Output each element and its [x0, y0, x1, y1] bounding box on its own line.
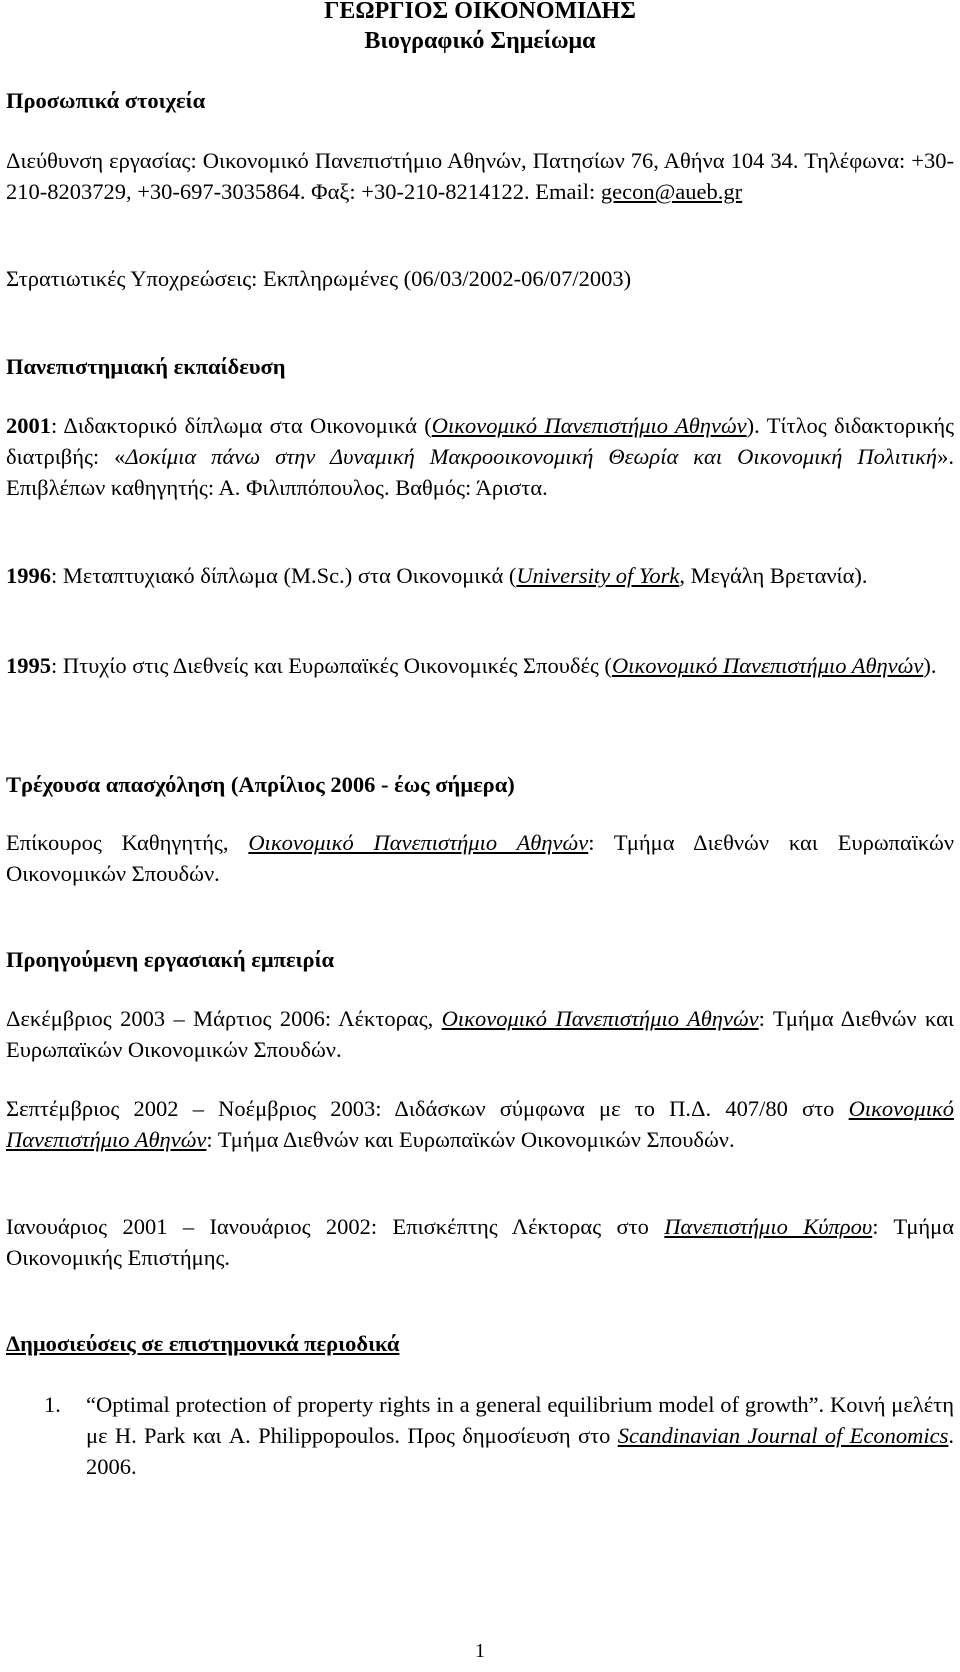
publication-number: 1.: [44, 1392, 61, 1417]
cv-name-title: ΓΕΩΡΓΙΟΣ ΟΙΚΟΝΟΜΙΔΗΣ: [324, 0, 636, 24]
previous-item-1: [6, 1003, 954, 1065]
cv-subtitle: Βιογραφικό Σημείωμα: [364, 28, 596, 54]
current-employment-heading: Τρέχουσα απασχόληση (Απρίλιος 2006 - έως σήμερα): [6, 772, 515, 797]
address-text: Διεύθυνση εργασίας: Οικονομικό Πανεπιστήμιο Αθηνών, Πατησίων 76, Αθήνα 104 34. Τηλέφωνα: +30-210-8203729, +30-697-3035864. Φαξ: +30-210-8214122. Email:: [6, 148, 954, 204]
phd-text-c: ». Επιβλέπων καθηγητής: Α. Φιλιππόπουλος. Βαθμός: Άριστα.: [6, 444, 954, 500]
phd-paragraph: [6, 410, 954, 503]
bsc-institution: Οικονομικό Πανεπιστήμιο Αθηνών: [611, 653, 924, 678]
previous-item-2-text-b: : Τμήμα Διεθνών και Ευρωπαϊκών Οικονομικών Σπουδών.: [206, 1127, 735, 1152]
previous-item-2-text-a: Σεπτέμβριος 2002 – Νοέμβριος 2003: Διδάσκων σύμφωνα με το Π.Δ. 407/80 στο: [6, 1096, 849, 1121]
current-text-b: : Τμήμα Διεθνών και Ευρωπαϊκών Οικονομικών Σπουδών.: [6, 830, 954, 886]
personal-heading: Προσωπικά στοιχεία: [6, 88, 206, 113]
publication-text-b: . 2006.: [86, 1423, 954, 1479]
publication-journal: Scandinavian Journal of Economics: [617, 1423, 949, 1448]
msc-institution: University of York: [516, 563, 680, 588]
msc-paragraph: [6, 560, 954, 591]
publication-list-item: [44, 1389, 954, 1482]
email-link[interactable]: gecon@aueb.gr: [600, 179, 743, 204]
previous-item-3-text-a: Ιανουάριος 2001 – Ιανουάριος 2002: Επισκέπτης Λέκτορας στο: [6, 1214, 665, 1239]
previous-item-1-text-a: Δεκέμβριος 2003 – Μάρτιος 2006: Λέκτορας,: [6, 1006, 442, 1031]
phd-text-b: ). Τίτλος διδακτορικής διατριβής: «: [6, 413, 955, 469]
bsc-text-b: ).: [923, 653, 937, 678]
phd-institution: Οικονομικό Πανεπιστήμιο Αθηνών: [431, 413, 747, 438]
bsc-text-a: : Πτυχίο στις Διεθνείς και Ευρωπαϊκές Οικονομικές Σπουδές (: [51, 653, 612, 678]
phd-thesis-title: Δοκίμια πάνω στην Δυναμική Μακροοικονομική Θεωρία και Οικονομική Πολιτική: [125, 444, 938, 469]
msc-year: 1996: [6, 563, 51, 588]
previous-item-2-institution: Οικονομικό Πανεπιστήμιο Αθηνών: [6, 1096, 954, 1152]
page-number: 1: [475, 1640, 485, 1662]
bsc-year: 1995: [6, 653, 51, 678]
address-paragraph: [6, 145, 954, 207]
current-text-a: Επίκουρος Καθηγητής,: [6, 830, 249, 855]
previous-item-3: [6, 1211, 954, 1273]
previous-item-3-text-b: : Τμήμα Οικονομικής Επιστήμης.: [6, 1214, 954, 1270]
current-employment-paragraph: [6, 827, 954, 889]
msc-text-a: : Μεταπτυχιακό δίπλωμα (M.Sc.) στα Οικονομικά (: [51, 563, 517, 588]
phd-year: 2001: [6, 413, 51, 438]
msc-text-b: , Μεγάλη Βρετανία).: [679, 563, 868, 588]
publication-body: [86, 1389, 954, 1482]
current-institution: Οικονομικό Πανεπιστήμιο Αθηνών: [248, 830, 589, 855]
previous-experience-heading: Προηγούμενη εργασιακή εμπειρία: [6, 947, 335, 972]
phd-text-a: : Διδακτορικό δίπλωμα στα Οικονομικά (: [51, 413, 432, 438]
education-heading: Πανεπιστημιακή εκπαίδευση: [6, 354, 286, 379]
previous-item-1-institution: Οικονομικό Πανεπιστήμιο Αθηνών: [441, 1006, 759, 1031]
military-paragraph: Στρατιωτικές Υποχρεώσεις: Εκπληρωμένες (06/03/2002-06/07/2003): [6, 266, 632, 291]
publications-heading: Δημοσιεύσεις σε επιστημονικά περιοδικά: [6, 1331, 400, 1356]
previous-item-2: [6, 1093, 954, 1155]
bsc-paragraph: [6, 650, 954, 681]
publication-text-a: “Optimal protection of property rights in a general equilibrium model of growth”. Κοινή μελέτη με H. Park και A. Philippopoulos. Προς δημοσίευση στο: [86, 1392, 954, 1448]
previous-item-1-text-b: : Τμήμα Διεθνών και Ευρωπαϊκών Οικονομικών Σπουδών.: [6, 1006, 954, 1062]
previous-item-3-institution: Πανεπιστήμιο Κύπρου: [664, 1214, 873, 1239]
